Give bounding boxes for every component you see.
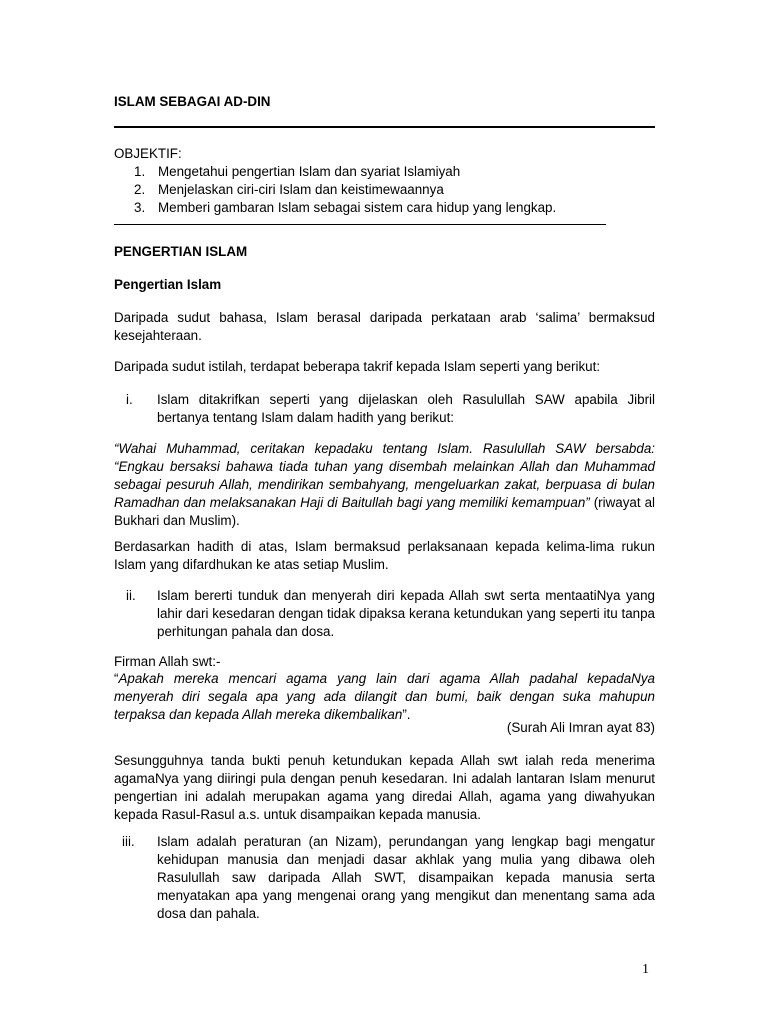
objective-divider — [114, 224, 606, 225]
hadith-text: “Wahai Muhammad, ceritakan kepadaku tentang Islam. Rasulullah SAW bersabda: “Engkau bersaksi bahawa tiada tuhan yang disembah melainkan Allah dan Muhammad sebagai pesuruh Allah, mendirikan sembahyang, mengeluarkan zakat, berpuasa di bulan Ramadhan dan melaksanakan Haji di Baitullah bagi yang memiliki kemampuan” — [114, 441, 655, 510]
quote-close-mark: ”. — [402, 707, 411, 722]
item-i-text: Islam ditakrifkan seperti yang dijelaskan oleh Rasulullah SAW apabila Jibril bertanya tentang Islam dalam hadith yang berikut: — [157, 392, 655, 425]
objective-text: Menjelaskan ciri-ciri Islam dan keistimewaannya — [158, 182, 444, 197]
hadith-source: (riwayat al Bukhari dan Muslim). — [114, 495, 655, 528]
paragraph-bahasa: Daripada sudut bahasa, Islam berasal daripada perkataan arab ‘salima’ bermaksud kesejahteraan. — [114, 310, 655, 343]
objective-text: Memberi gambaran Islam sebagai sistem cara hidup yang lengkap. — [158, 200, 557, 215]
quran-quote — [114, 670, 655, 724]
objective-heading: OBJEKTIF: — [114, 146, 182, 161]
item-iii-number: iii. — [122, 834, 135, 849]
objective-item — [114, 163, 655, 181]
quote-citation: (Surah Ali Imran ayat 83) — [506, 720, 655, 735]
section-heading: PENGERTIAN ISLAM — [114, 244, 248, 259]
objective-item — [114, 181, 655, 199]
title-underline — [114, 126, 655, 128]
paragraph-ketundukan: Sesungguhnya tanda bukti penuh ketundukan kepada Allah swt ialah reda menerima agamaNya yang diiringi pula dengan penuh kesedaran. Ini adalah lantaran Islam menurut pengertian ini adalah merupakan agama yang diredai Allah, agama yang diwahyukan kepada Rasul-Rasul a.s. untuk disampaikan kepada manusia. — [114, 753, 655, 822]
objective-list — [114, 163, 655, 217]
paragraph-istilah: Daripada sudut istilah, terdapat beberapa takrif kepada Islam seperti yang berikut: — [114, 359, 601, 374]
item-ii-text: Islam bererti tunduk dan menyerah diri kepada Allah swt serta mentaatiNya yang lahir dari kesedaran dengan tidak dipaksa kerana ketundukan yang seperti itu tanpa perhitungan pahala dan dosa. — [157, 588, 655, 639]
page-number: 1 — [642, 962, 649, 977]
hadith-quote — [114, 440, 655, 530]
quote-open-mark: “ — [114, 671, 119, 686]
paragraph-hadith: Berdasarkan hadith di atas, Islam bermaksud perlaksanaan kepada kelima-lima rukun Islam yang difardhukan ke atas setiap Muslim. — [114, 539, 655, 572]
objective-number: 1. — [134, 164, 146, 179]
item-iii-text: Islam adalah peraturan (an Nizam), perundangan yang lengkap bagi mengatur kehidupan manusia dan menjadi dasar akhlak yang mulia yang dibawa oleh Rasulullah saw daripada Allah SWT, disampaikan kepada manusia serta menyatakan apa yang mengenai orang yang mengikut dan menentang sama ada dosa dan pahala. — [157, 834, 655, 921]
objective-item — [114, 199, 655, 217]
objective-text: Mengetahui pengertian Islam dan syariat Islamiyah — [158, 164, 461, 179]
objective-number: 2. — [134, 182, 146, 197]
quote-text: Apakah mereka mencari agama yang lain dari agama Allah padahal kepadaNya menyerah diri segala apa yang ada dilangit dan bumi, baik dengan suka mahupun terpaksa dan kepada Allah mereka dikembalikan — [114, 671, 655, 722]
firman-label: Firman Allah swt:- — [114, 654, 221, 669]
subheading: Pengertian Islam — [114, 277, 222, 292]
document-title: ISLAM SEBAGAI AD-DIN — [114, 94, 271, 109]
item-i-number: i. — [126, 392, 133, 407]
item-ii-number: ii. — [126, 588, 136, 603]
objective-number: 3. — [134, 200, 146, 215]
